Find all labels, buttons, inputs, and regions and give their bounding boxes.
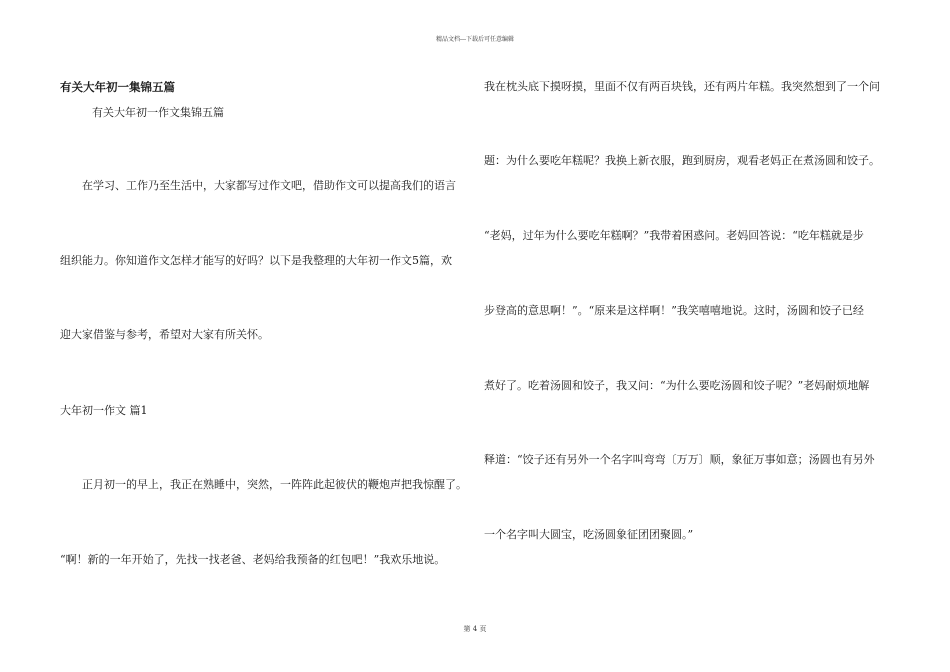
paragraph-line: 迎大家借鉴与参考，希望对大家有所关怀。 <box>60 328 269 341</box>
page-number: 第 4 页 <box>463 625 487 633</box>
paragraph-line: 释道：“饺子还有另外一个名字叫弯弯〔万万〕顺，象征万事如意；汤圆也有另外 <box>484 453 875 466</box>
paragraph-line: 步登高的意思啊！”。“原来是这样啊！”我笑嘻嘻地说。这时，汤圆和饺子已经 <box>484 304 864 317</box>
page-header: 精品文档---下载后可任意编辑 <box>435 36 515 43</box>
paragraph-line: “啊！新的一年开始了，先找一找老爸、老妈给我预备的红包吧！”我欢乐地说。 <box>60 553 446 566</box>
paragraph-line: 题：为什么要吃年糕呢？我换上新衣服，跑到厨房，观看老妈正在煮汤圆和饺子。 <box>484 154 880 167</box>
document-subtitle: 有关大年初一作文集锦五篇 <box>92 106 224 119</box>
paragraph-line: 一个名字叫大圆宝，吃汤圆象征团团聚圆。” <box>484 528 694 541</box>
paragraph-line: 在学习、工作乃至生活中，大家都写过作文吧，借助作文可以提高我们的语言 <box>82 179 456 192</box>
paragraph-line: 正月初一的早上，我正在熟睡中，突然，一阵阵此起彼伏的鞭炮声把我惊醒了。 <box>82 478 467 491</box>
paragraph-line: 我在枕头底下摸呀摸，里面不仅有两百块钱，还有两片年糕。我突然想到了一个问 <box>484 80 880 93</box>
section-heading: 大年初一作文 篇1 <box>60 404 148 417</box>
paragraph-line: “老妈，过年为什么要吃年糕啊？”我带着困惑问。老妈回答说：“吃年糕就是步 <box>484 229 864 242</box>
paragraph-line: 煮好了。吃着汤圆和饺子，我又问：“为什么要吃汤圆和饺子呢？”老妈耐烦地解 <box>484 379 870 392</box>
paragraph-line: 组织能力。你知道作文怎样才能写的好吗？以下是我整理的大年初一作文5篇，欢 <box>60 254 452 267</box>
document-title: 有关大年初一集锦五篇 <box>60 80 175 94</box>
